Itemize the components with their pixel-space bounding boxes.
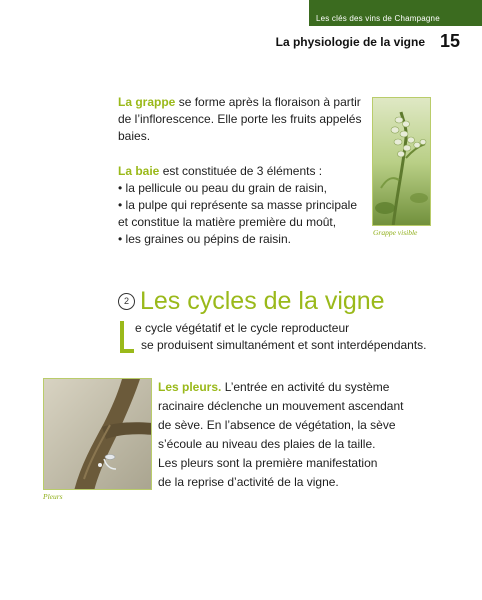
chapter-title: La physiologie de la vigne [275,35,425,49]
pleurs-line: de la reprise d’activité de la vigne. [158,475,339,489]
baie-item: • les graines ou pépins de raisin. [118,232,291,246]
section-title: Les cycles de la vigne [140,287,385,315]
section-intro-line-2: se produisent simultanément et sont interdépendants. [141,338,427,352]
grappe-paragraph [118,94,368,145]
grappe-photo [372,97,431,226]
pleurs-caption: Pleurs [43,492,63,501]
baie-item: • la pulpe qui représente sa masse principale [118,198,358,212]
pleurs-term: Les pleurs. [158,380,222,394]
grappe-line-3: baies. [118,129,151,143]
baie-intro: est constituée de 3 éléments : [159,164,323,178]
pleurs-line: de sève. En l’absence de végétation, la sève [158,418,396,432]
grappe-caption: Grappe visible [373,228,418,237]
pleurs-line: Les pleurs sont la première manifestation [158,456,378,470]
baie-item: • la pellicule ou peau du grain de raisin, [118,181,328,195]
pleurs-line: s’écoule au niveau des plaies de la taille. [158,437,376,451]
vine-sap-image [44,379,152,490]
pleurs-photo [43,378,152,490]
section-number-badge: 2 [118,293,135,310]
section-intro [135,320,435,354]
pleurs-text: L’entrée en activité du système [221,380,390,394]
page-number: 15 [439,31,460,51]
header-band [309,0,482,26]
dropcap-l-foot [120,349,134,353]
pleurs-paragraph [158,378,438,492]
section-intro-line-1: e cycle végétatif et le cycle reproducteur [135,321,350,335]
grappe-line-2: de l’inflorescence. Elle porte les fruits appelés [118,112,362,126]
grape-flower-image [373,98,431,226]
section-heading [118,286,385,318]
baie-item: et constitue la matière première du moût, [118,215,337,229]
baie-term: La baie [118,164,160,178]
baie-paragraph [118,163,368,248]
series-title: Les clés des vins de Champagne [316,14,440,23]
grappe-term: La grappe [118,95,176,109]
pleurs-line: racinaire déclenche un mouvement ascendant [158,399,404,413]
grappe-text: se forme après la floraison à partir [175,95,361,109]
